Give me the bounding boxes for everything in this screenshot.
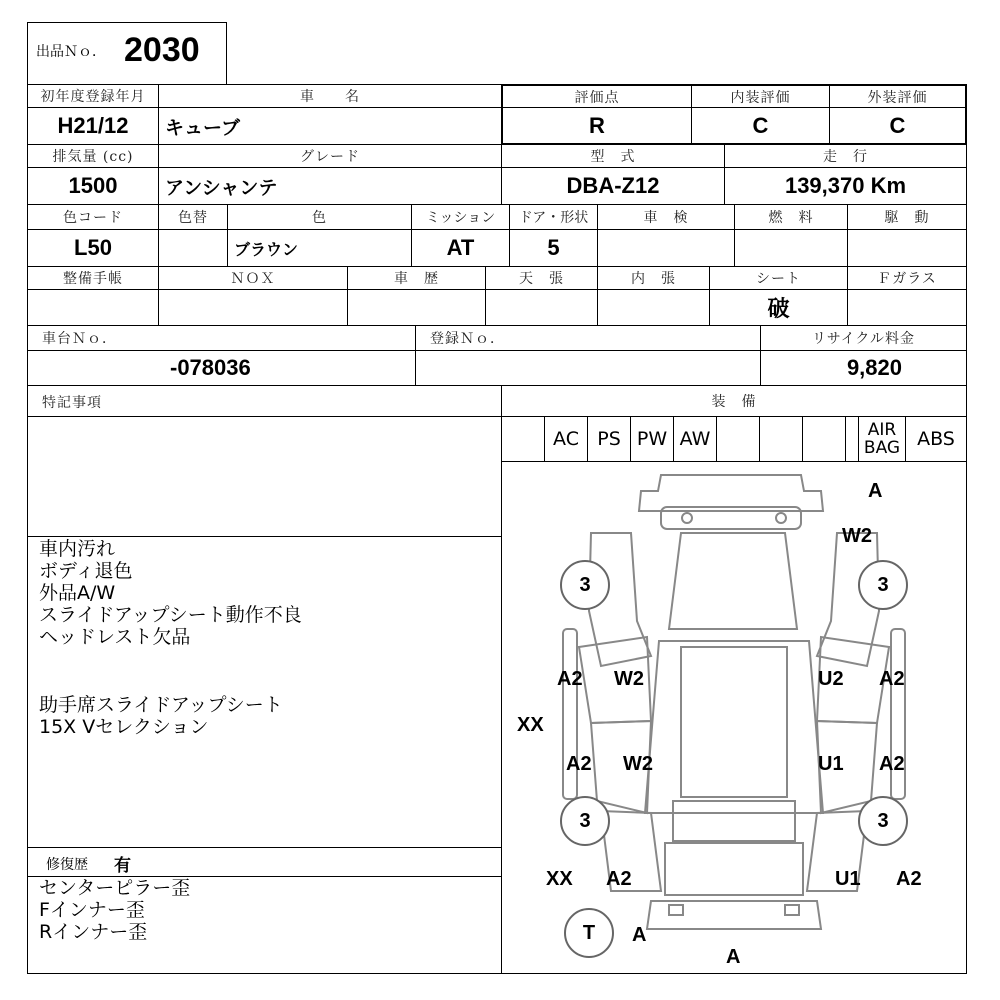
mark-right-rear-door-pillar: A2 (879, 753, 905, 775)
tire-rear-left: 3 (560, 796, 610, 846)
header-transmission: ミッション (411, 204, 510, 230)
front-right-emblem (776, 513, 786, 523)
nox (158, 289, 348, 326)
equipment-slot-empty (759, 416, 803, 462)
header-rating: 評価点 (501, 84, 692, 108)
note-line (39, 648, 302, 694)
equipment-pw: PW (630, 416, 674, 462)
header-front-glass: Ｆガラス (847, 266, 967, 290)
equipment-slot-empty (716, 416, 760, 462)
header-equipment: 装 備 (501, 385, 967, 417)
chassis-number: -078036 (27, 350, 416, 386)
header-seat: シート (709, 266, 848, 290)
roof-outline (681, 647, 787, 797)
header-displacement: 排気量 (cc) (27, 144, 159, 168)
equipment-airbag (858, 416, 906, 462)
header-inspection: 車 検 (597, 204, 735, 230)
tailgate-outline (665, 843, 803, 895)
interior-rating: C (691, 107, 830, 145)
note-line: スライドアップシート動作不良 (39, 604, 302, 626)
tire-front-right: 3 (858, 560, 908, 610)
equipment-aw: AW (673, 416, 717, 462)
header-mileage: 走 行 (724, 144, 967, 168)
note-line: 外品A/W (39, 582, 116, 604)
header-grade: グレード (158, 144, 502, 168)
lot-number-label: 出品Ｎｏ． (36, 44, 106, 60)
mark-right-rear-door: U1 (818, 753, 844, 775)
ceiling (485, 289, 598, 326)
hood-outline (669, 533, 797, 629)
header-interior-rating: 内装評価 (691, 84, 830, 108)
header-door-type: ドア・形状 (509, 204, 598, 230)
mark-right-rear-quarter-pillar: A2 (896, 868, 922, 890)
header-special-notes: 特記事項 (27, 385, 502, 417)
door-type: 5 (509, 229, 598, 267)
header-inner-trim: 内 張 (597, 266, 710, 290)
mark-tailgate: A (632, 924, 647, 946)
tire-rear-right: 3 (858, 796, 908, 846)
repair-line: Fインナー歪 (39, 899, 145, 921)
mark-hood: W2 (842, 525, 872, 547)
grade: アンシャンテ (158, 167, 502, 205)
mark-right-rear-quarter: U1 (835, 868, 861, 890)
repaint (158, 229, 228, 267)
seat-condition: 破 (709, 289, 848, 326)
rear-window-outline (673, 801, 795, 841)
note-line: ヘッドレスト欠品 (39, 626, 191, 648)
drive (847, 229, 967, 267)
mark-right-front-door: U2 (818, 668, 844, 690)
front-bumper-outline (639, 475, 823, 511)
note-line: ボディ退色 (39, 560, 133, 582)
rear-right-lamp (785, 905, 799, 915)
header-model: 型 式 (501, 144, 725, 168)
registration-number (415, 350, 761, 386)
inner-trim (597, 289, 710, 326)
header-fuel: 燃 料 (734, 204, 848, 230)
special-notes (39, 538, 302, 738)
mark-rear-bumper: A (726, 946, 741, 968)
header-car-name: 車 名 (158, 84, 502, 108)
equipment-slot-empty (845, 416, 859, 462)
mark-left-front-door-pillar: A2 (557, 668, 583, 690)
header-chassis-number: 車台Ｎｏ． (27, 325, 416, 351)
note-line: 助手席スライドアップシート (39, 694, 283, 716)
first-registration: H21/12 (27, 107, 159, 145)
equipment-ps: PS (587, 416, 631, 462)
lot-number: 2030 (124, 31, 200, 69)
header-exterior-rating: 外装評価 (829, 84, 967, 108)
mark-left-rear-quarter-xx: XX (546, 868, 573, 890)
equipment-abs: ABS (905, 416, 967, 462)
note-line: 15X Vセレクション (39, 716, 209, 738)
displacement: 1500 (27, 167, 159, 205)
mark-left-rear-door-pillar: A2 (566, 753, 592, 775)
transmission: AT (411, 229, 510, 267)
header-ceiling: 天 張 (485, 266, 598, 290)
recycle-fee: 9,820 (760, 350, 967, 386)
cabin-outline (645, 641, 823, 813)
mark-left-rear-door: W2 (623, 753, 653, 775)
special-notes-area (27, 416, 502, 848)
service-book (27, 289, 159, 326)
header-nox: ＮＯＸ (158, 266, 348, 290)
header-recycle-fee: リサイクル料金 (760, 325, 967, 351)
color-code: L50 (27, 229, 159, 267)
note-line: 車内汚れ (39, 538, 116, 560)
header-car-history: 車 歴 (347, 266, 486, 290)
tailgate-circle: T (564, 908, 614, 958)
repair-history-header (27, 847, 502, 877)
front-left-emblem (682, 513, 692, 523)
equipment-slot-empty (802, 416, 846, 462)
repair-line: センターピラー歪 (39, 877, 191, 899)
header-color-code: 色コード (27, 204, 159, 230)
repair-history-label: 修復歴 (46, 857, 88, 873)
header-registration-number: 登録Ｎｏ． (415, 325, 761, 351)
equipment-slot-empty (501, 416, 545, 462)
mileage: 139,370 Km (724, 167, 967, 205)
header-drive: 駆 動 (847, 204, 967, 230)
car-name: キューブ (158, 107, 502, 145)
car-body-diagram (501, 461, 967, 974)
color-name: ブラウン (227, 229, 412, 267)
lot-number-box (27, 22, 227, 85)
mark-front-bumper: A (868, 480, 883, 502)
exterior-rating: C (829, 107, 967, 145)
rear-left-lamp (669, 905, 683, 915)
car-history (347, 289, 486, 326)
repair-history-value: 有 (114, 856, 131, 876)
equipment-airbag-label: AIR BAG (863, 420, 901, 458)
repair-history-list (39, 877, 190, 943)
repair-history-area (27, 876, 502, 974)
inspection (597, 229, 735, 267)
rating: R (501, 107, 692, 145)
equipment-ac: AC (544, 416, 588, 462)
header-first-registration: 初年度登録年月 (27, 84, 159, 108)
tire-front-left: 3 (560, 560, 610, 610)
header-service-book: 整備手帳 (27, 266, 159, 290)
mark-right-front-door-pillar: A2 (879, 668, 905, 690)
mark-left-front-door: W2 (614, 668, 644, 690)
mark-left-side: XX (517, 714, 544, 736)
mark-left-rear-quarter: A2 (606, 868, 632, 890)
fuel (734, 229, 848, 267)
notes-divider (27, 536, 502, 537)
header-repaint: 色替 (158, 204, 228, 230)
header-color: 色 (227, 204, 412, 230)
front-glass (847, 289, 967, 326)
repair-line: Rインナー歪 (39, 921, 148, 943)
model-code: DBA-Z12 (501, 167, 725, 205)
